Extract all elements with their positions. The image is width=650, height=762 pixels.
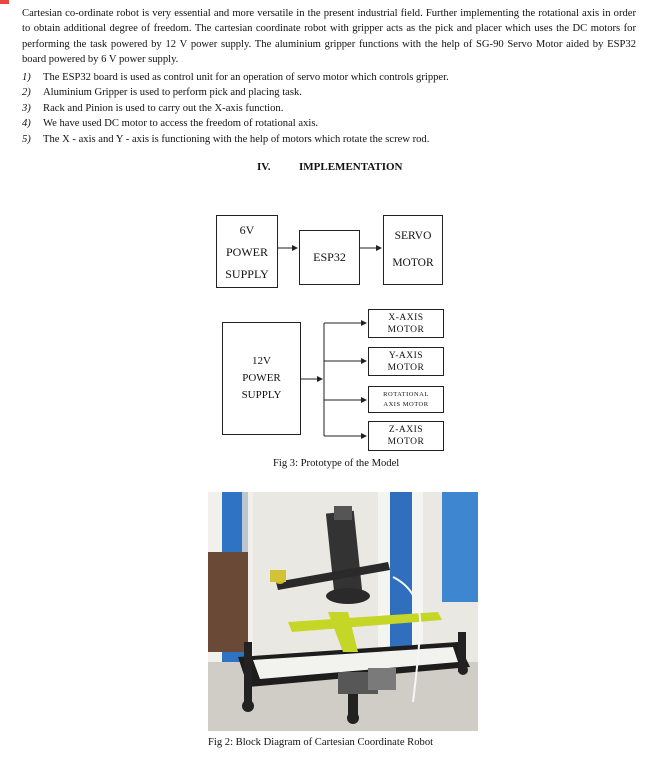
list-number: 3) [22,102,31,114]
list-number: 4) [22,118,31,130]
block-line: 6V [239,222,255,237]
figure-3-caption: Fig 3: Prototype of the Model [273,458,400,469]
block-line: MOTOR [392,257,434,269]
block-line: X-AXIS [388,312,424,323]
block-line: AXIS MOTOR [383,400,429,408]
block-line: SUPPLY [225,266,269,281]
list-text: Aluminium Gripper is used to perform pick and placing task. [43,87,302,99]
block-line: SUPPLY [241,389,282,401]
block-line: POWER [242,372,281,384]
y-axis-motor-block [368,347,444,376]
block-line: POWER [226,244,268,259]
block-line: ESP32 [313,250,346,264]
intro-paragraph: Cartesian co-ordinate robot is very essential and more versatile in the present industrial field. Further implementing the rotational axis in order to obtain additional degree of freedom. The cartesian coordinate robot with gripper acts as the pick and placer which uses the DC motors for performing the task powered by 12 V power supply. The aluminium gripper functions with the help of SG-90 Servo Motor aided by ESP32 board powered by 6 V power supply. [22,8,636,66]
list-text: We have used DC motor to access the freedom of rotational axis. [43,118,319,130]
list-number: 5) [22,133,31,145]
block-line: 12V [252,355,271,367]
servo-motor-block [383,215,443,285]
power-supply-6v-block [216,215,278,288]
x-axis-motor-block [368,309,444,338]
list-text: Rack and Pinion is used to carry out the X-axis function. [43,102,284,114]
esp32-block [299,230,360,285]
rotational-axis-motor-block [368,386,444,413]
list-number: 1) [22,72,31,83]
block-line: SERVO [394,230,432,242]
section-title: IMPLEMENTATION [299,161,403,173]
robot-photo [208,492,478,731]
block-line: ROTATIONAL [383,390,429,398]
figure-2-caption: Fig 2: Block Diagram of Cartesian Coordinate Robot [208,737,434,748]
z-axis-motor-block [368,421,444,451]
block-line: MOTOR [387,324,425,335]
section-number: IV. [257,161,271,173]
block-line: MOTOR [387,362,425,373]
block-line: MOTOR [387,437,425,447]
list-text: The ESP32 board is used as control unit for an operation of servo motor which controls gripper. [43,72,449,83]
block-line: Z-AXIS [388,425,424,435]
list-text: The X - axis and Y - axis is functioning with the help of motors which rotate the screw rod. [43,133,430,145]
block-line: Y-AXIS [388,350,424,361]
list-number: 2) [22,87,31,99]
power-supply-12v-block [222,322,301,435]
